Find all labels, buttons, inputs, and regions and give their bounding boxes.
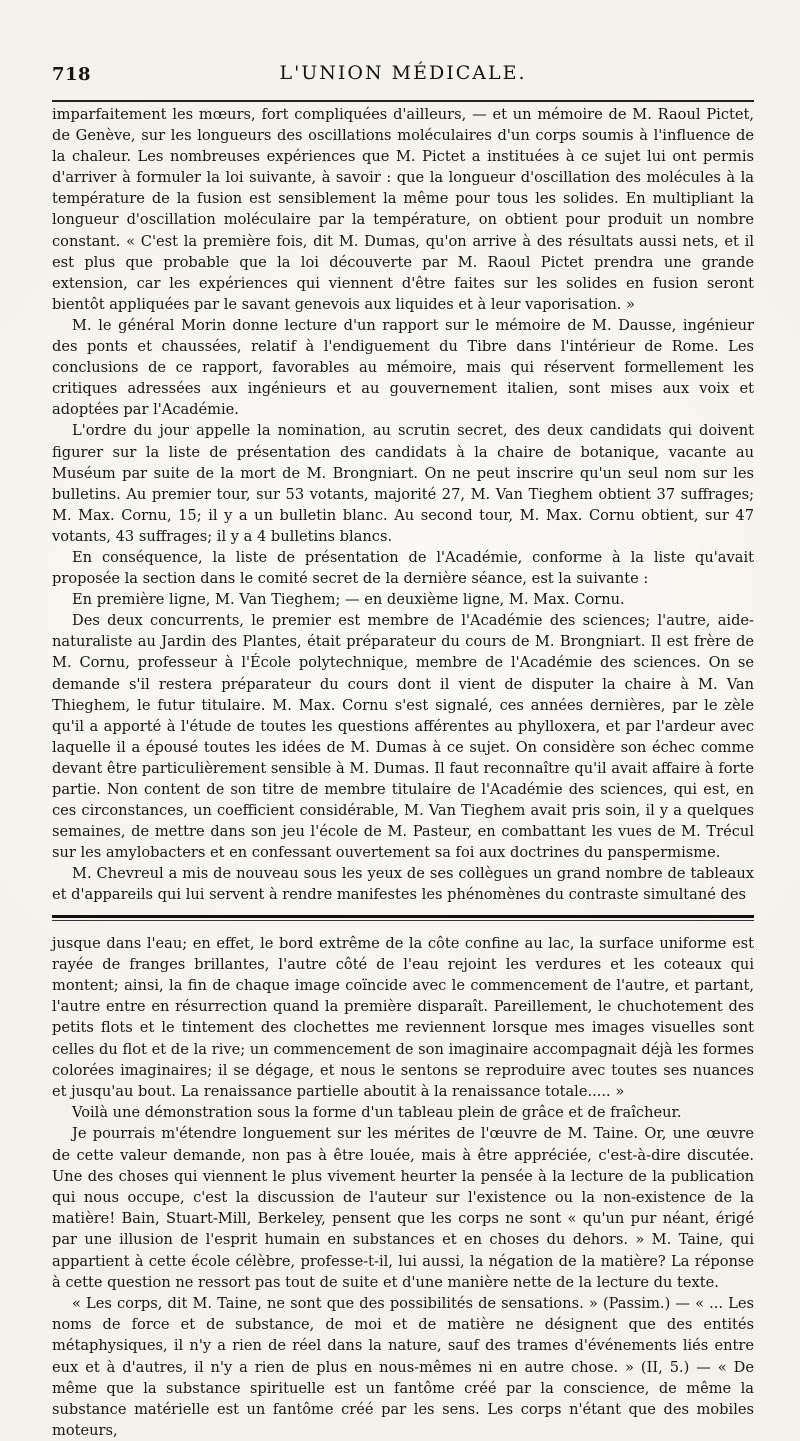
running-title: L'UNION MÉDICALE. — [279, 62, 527, 84]
main-article-section — [52, 104, 754, 906]
article-paragraph: Des deux concurrents, le premier est membre de l'Académie des sciences; l'autre, aide-naturaliste au Jardin des Plantes, était préparateur du cours de M. Brongniart. Il est frère de M. Cornu, professeur à l'École polytechnique, membre de l'Académie des sciences. On se demande s'il restera préparateur du cours dont il vient de disputer la chaire à M. Van Thieghem, le futur titulaire. M. Max. Cornu s'est signalé, ces années dernières, par le zèle qu'il a apporté à l'étude de toutes les questions afférentes au phylloxera, et par l'ardeur avec laquelle il a épousé toutes les idées de M. Dumas à ce sujet. On considère son échec comme devant être particulièrement sensible à M. Dumas. Il faut reconnaître qu'il avait affaire à forte partie. Non content de son titre de membre titulaire de l'Académie des sciences, qui est, en ces circonstances, un coefficient considérable, M. Van Tieghem avait pris soin, il y a quelques semaines, de mettre dans son jeu l'école de M. Pasteur, en combattant les vues de M. Trécul sur les amylobacters et en confessant ouvertement sa foi aux doctrines du panspermisme. — [52, 612, 754, 862]
feuilleton-paragraph: « Les corps, dit M. Taine, ne sont que des possibilités de sensations. » (Passim.) — « ... Les noms de force et de substance, de moi et de matière ne désignent que des entités métaphysiques, il n'y a rien de réel dans la nature, sauf des trames d'événements liés entre eux et à d'autres, il n'y a rien de plus en nous-mêmes ni en autre chose. » (II, 5.) — « De même que la substance spirituelle est un fantôme créé par la conscience, de même la substance matérielle est un fantôme créé par les sens. Les corps n'étant que des mobiles moteurs, — [52, 1295, 754, 1440]
header-rule — [52, 100, 754, 102]
article-paragraph: En première ligne, M. Van Tieghem; — en deuxième ligne, M. Max. Cornu. — [72, 591, 625, 609]
feuilleton-paragraph: Voilà une démonstration sous la forme d'un tableau plein de grâce et de fraîcheur. — [72, 1104, 682, 1122]
divider-thick-rule — [52, 915, 754, 918]
feuilleton-section — [52, 933, 754, 1441]
article-paragraph: M. le général Morin donne lecture d'un rapport sur le mémoire de M. Dausse, ingénieur des ponts et chaussées, relatif à l'endiguement du Tibre dans l'intérieur de Rome. Les conclusions de ce rapport, favorables au mémoire, mais qui réservent formellement les critiques adressées aux ingénieurs et au gouvernement italien, sont mises aux voix et adoptées par l'Académie. — [52, 316, 754, 419]
section-divider — [52, 915, 754, 921]
article-paragraph: M. Chevreul a mis de nouveau sous les yeux de ses collègues un grand nombre de tableaux et d'appareils qui lui servent à rendre manifestes les phénomènes du contraste simultané des — [52, 865, 754, 904]
divider-thin-rule — [52, 920, 754, 921]
feuilleton-paragraph: jusque dans l'eau; en effet, le bord extrême de la côte confine au lac, la surface uniforme est rayée de franges brillantes, l'autre côté de l'eau rejoint les verdures et les coteaux qui montent; ainsi, la fin de chaque image coïncide avec le commencement de l'autre, et partant, l'autre entre en résurrection quand la première disparaît. Pareillement, le chuchotement des petits flots et le tintement des clochettes me reviennent lorsque mes images visuelles sont celles du flot et de la rive; un commencement de son imaginaire accompagnait déjà les formes colorées imaginaires; il se dégage, et nous le sentons se reproduire avec toutes ses nuances et jusqu'au bout. La renaissance partielle aboutit à la renaissance totale..... » — [52, 934, 754, 1100]
article-paragraph: L'ordre du jour appelle la nomination, au scrutin secret, des deux candidats qui doivent figurer sur la liste de présentation des candidats à la chaire de botanique, vacante au Muséum par suite de la mort de M. Brongniart. On ne peut inscrire qu'un seul nom sur les bulletins. Au premier tour, sur 53 votants, majorité 27, M. Van Tieghem obtient 37 suffrages; M. Max. Cornu, 15; il y a un bulletin blanc. Au second tour, M. Max. Cornu obtient, sur 47 votants, 43 suffrages; il y a 4 bulletins blancs. — [52, 422, 754, 545]
article-paragraph: imparfaitement les mœurs, fort compliquées d'ailleurs, — et un mémoire de M. Raoul Pictet, de Genève, sur les longueurs des oscillations moléculaires d'un corps soumis à l'influence de la chaleur. Les nombreuses expériences que M. Pictet a instituées à ce sujet lui ont permis d'arriver à formuler la loi suivante, à savoir : que la longueur d'oscillation des molécules à la température de la fusion est sensiblement la même pour tous les solides. En multipliant la longueur d'oscillation moléculaire par la température, on obtient pour produit un nombre constant. « C'est la première fois, dit M. Dumas, qu'on arrive à des résultats aussi nets, et il est plus que probable que la loi découverte par M. Raoul Pictet prendra une grande extension, car les expériences qui viennent d'être faites sur les solides en fusion seront bientôt appliquées par le savant genevois aux liquides et à leur vaporisation. » — [52, 106, 754, 313]
feuilleton-paragraph: Je pourrais m'étendre longuement sur les mérites de l'œuvre de M. Taine. Or, une œuvre de cette valeur demande, non pas à être louée, mais à être appréciée, c'est-à-dire discutée. Une des choses qui viennent le plus vivement heurter la pensée à la lecture de la publication qui nous occupe, c'est la discussion de l'auteur sur l'existence ou la non-existence de la matière! Bain, Stuart-Mill, Berkeley, pensent que les corps ne sont « qu'un pur néant, érigé par une illusion de l'esprit humain en substances et en choses du dehors. » M. Taine, qui appartient à cette école célèbre, professe-t-il, lui aussi, la négation de la matière? La réponse à cette question ne ressort pas tout de suite et d'une manière nette de la lecture du texte. — [52, 1125, 754, 1291]
page-number: 718 — [52, 64, 92, 85]
article-paragraph: En conséquence, la liste de présentation de l'Académie, conforme à la liste qu'avait proposée la section dans le comité secret de la dernière séance, est la suivante : — [52, 548, 754, 588]
page-header — [52, 58, 754, 100]
